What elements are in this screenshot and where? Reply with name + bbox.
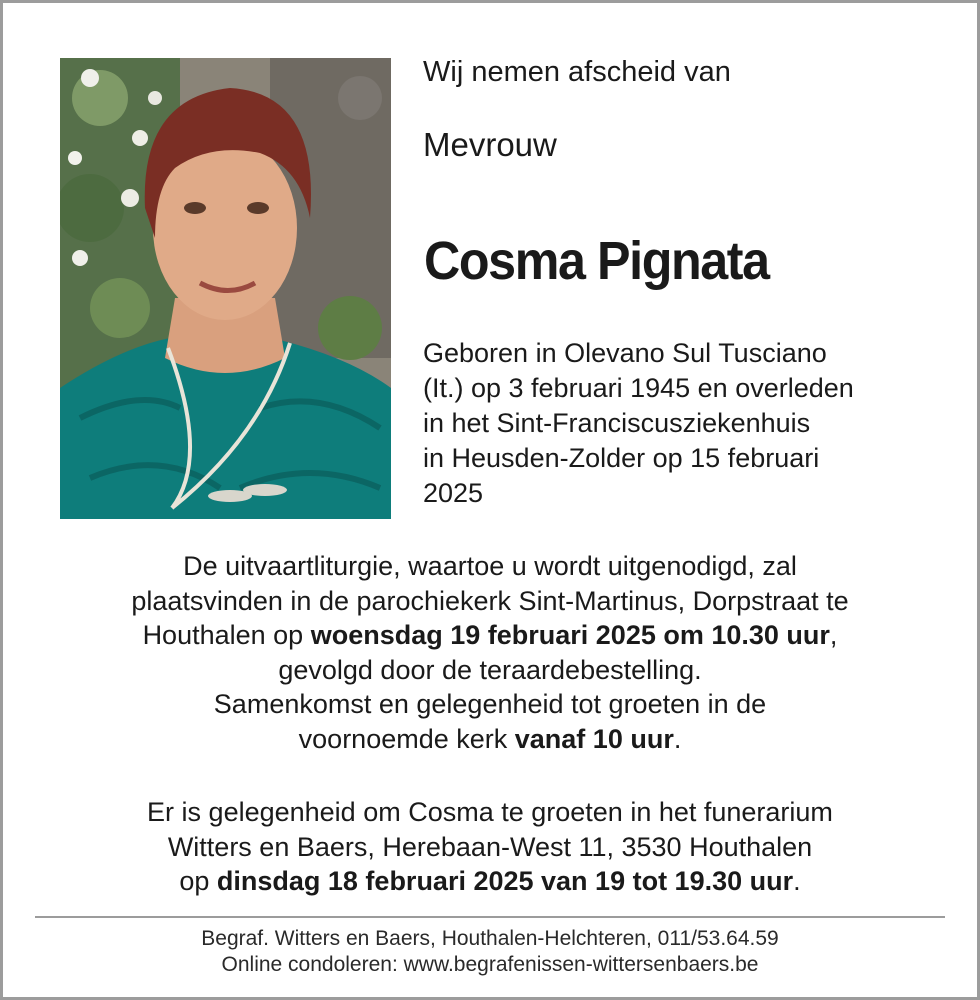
visitation-paragraph [0,795,980,899]
ceremony-line: De uitvaartliturgie, waartoe u wordt uitgenodigd, zal [183,551,797,581]
ceremony-paragraph [0,549,980,756]
deceased-name: Cosma Pignata [424,231,769,291]
gathering-time: vanaf 10 uur [514,723,674,754]
online-condolence-link[interactable]: Online condoleren: www.begrafenissen-wittersenbaers.be [221,953,759,976]
funeral-home-contact: Begraf. Witters en Baers, Houthalen-Helchteren, 011/53.64.59 [201,927,779,950]
honorific: Mevrouw [423,126,557,163]
visitation-line: Witters en Baers, Herebaan-West 11, 3530 Houthalen [167,831,813,862]
birth-line: in het Sint-Franciscusziekenhuis [423,408,811,438]
visitation-line: op [179,866,217,896]
punctuation: , [829,620,838,650]
birth-line: in Heusden-Zolder op 15 februari [423,443,820,473]
ceremony-line: Houthalen op [142,620,311,650]
ceremony-line: voornoemde kerk [298,723,515,754]
ceremony-line: plaatsvinden in de parochiekerk Sint-Martinus, Dorpstraat te [131,585,849,616]
portrait-photo [60,58,391,519]
ceremony-line: Samenkomst en gelegenheid tot groeten in de [213,689,767,719]
punctuation: . [673,723,682,754]
birth-line: Geboren in Olevano Sul Tusciano [423,338,827,368]
intro-text: Wij nemen afscheid van [423,56,731,88]
ceremony-datetime: woensdag 19 februari 2025 om 10.30 uur [310,620,830,650]
ceremony-line: gevolgd door de teraardebestelling. [278,654,702,685]
visitation-datetime: dinsdag 18 februari 2025 van 19 tot 19.30 uur [216,866,794,896]
birth-line: 2025 [423,478,484,508]
birth-line: (It.) op 3 februari 1945 en overleden [423,373,854,403]
visitation-line: Er is gelegenheid om Cosma te groeten in het funerarium [147,797,833,827]
punctuation: . [793,866,801,896]
birth-death-details [423,336,963,511]
divider [35,916,945,918]
